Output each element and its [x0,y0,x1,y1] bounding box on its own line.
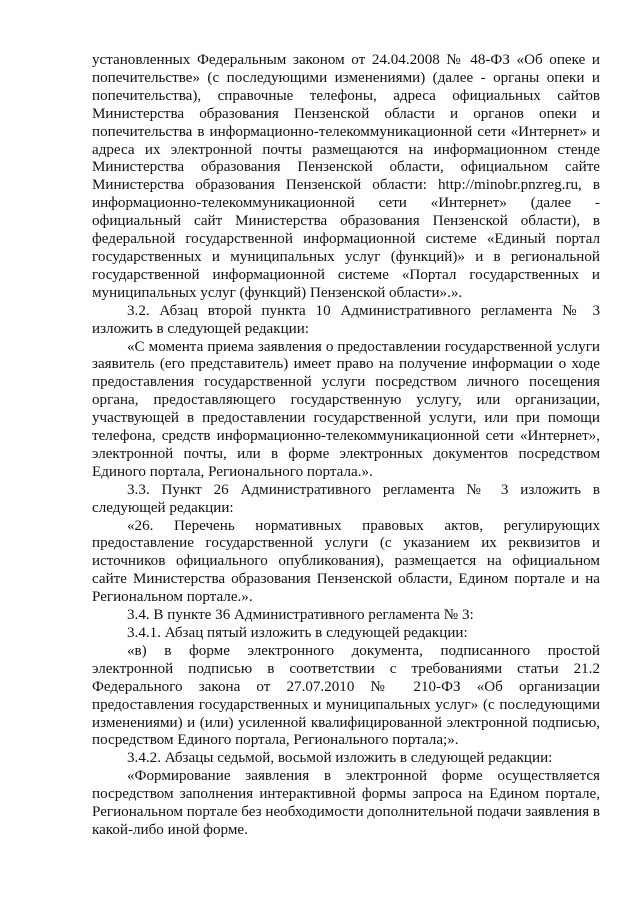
paragraph-3-4-1: 3.4.1. Абзац пятый изложить в следующей редакции: [127,625,468,641]
paragraph-3-2: 3.2. Абзац второй пункта 10 Административного регламента № 3 изложить в следующей редакции: [92,302,600,337]
paragraph-3-4-2-quote: «Формирование заявления в электронной форме осуществляется посредством заполнения интерактивной формы запроса на Едином портале, Региональном портале без необходимости дополнительной подачи заявления в какой-либо иной форме. [92,768,600,838]
paragraph-3-2-quote: «С момента приема заявления о предоставлении государственной услуги заявитель (его представитель) имеет право на получение информации о ходе предоставления государственной услуги посредством личного посещения органа, предоставляющего государственную услугу, или организации, участвующей в предоставлении государственной услуги, или при помощи телефона, средств информационно-телекоммуникационной сети «Интернет», электронной почты, или в форме электронных документов посредством Единого портала, Регионального портала.». [92,338,600,480]
paragraph-3-3: 3.3. Пункт 26 Административного регламента № 3 изложить в следующей редакции: [92,481,600,516]
paragraph-3-4: 3.4. В пункте 36 Административного регламента № 3: [127,607,474,624]
paragraph-3-4-2: 3.4.2. Абзацы седьмой, восьмой изложить в следующей редакции: [127,750,553,767]
paragraph-3-3-quote: «26. Перечень нормативных правовых актов, регулирующих предоставление государственной услуги (с указанием их реквизитов и источников официального опубликования), размещается на официальном сайте Министерства образования Пензенской области, Едином портале и на Региональном портале.». [92,517,600,606]
document-page [92,52,600,840]
paragraph-continuation: установленных Федеральным законом от 24.04.2008 № 48-ФЗ «Об опеке и попечительстве» (с последующими изменениями) (далее - органы опеки и попечительства), справочные телефоны, адреса официальных сайтов Министерства образования Пензенской области и органов опеки и попечительства в информационно-телекоммуникационной сети «Интернет» и адреса их электронной почты размещаются на информационном стенде Министерства образования Пензенской области, официальном сайте Министерства образования Пензенской области: http://minobr.pnzreg.ru, в информационно-телекоммуникационной сети «Интернет» (далее - официальный сайт Министерства образования Пензенской области), в федеральной государственной информационной системе «Единый портал государственных и муниципальных услуг (функций)» и в региональной государственной информационной системе «Портал государственных и муниципальных услуг (функций) Пензенской области».». [92,52,600,301]
paragraph-3-4-1-quote: «в) в форме электронного документа, подписанного простой электронной подписью в соответствии с требованиями статьи 21.2 Федерального закона от 27.07.2010 № 210-ФЗ «Об организации предоставления государственных и муниципальных услуг» (с последующими изменениями) и (или) усиленной квалифицированной электронной подписью, посредством Единого портала, Регионального портала;». [92,642,600,749]
